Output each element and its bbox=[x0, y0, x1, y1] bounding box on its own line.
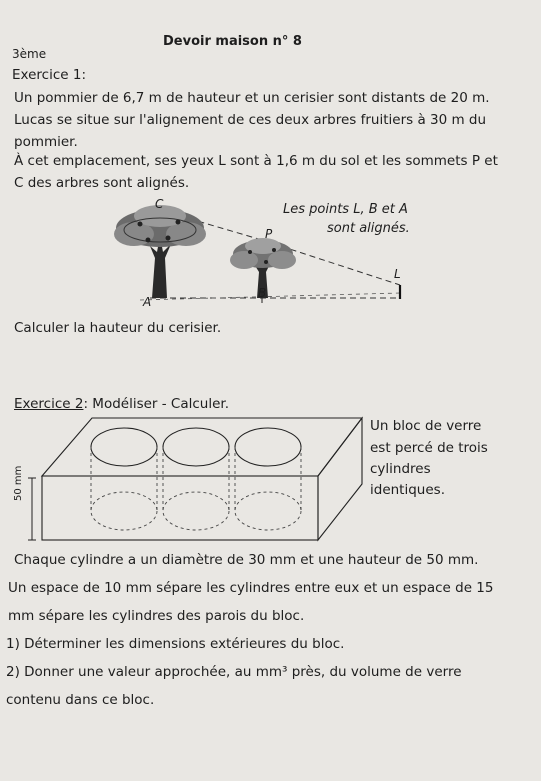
ex1-line: C des arbres sont alignés. bbox=[14, 175, 190, 191]
ex2-line: mm sépare les cylindres des parois du bloc. bbox=[8, 608, 305, 624]
ex1-line: À cet emplacement, ses yeux L sont à 1,6 m du sol et les sommets P et bbox=[14, 153, 498, 169]
ex2-line: Chaque cylindre a un diamètre de 30 mm et une hauteur de 50 mm. bbox=[14, 552, 479, 568]
ex1-line: pommier. bbox=[14, 134, 78, 150]
dimension-50mm-label: 50 mm bbox=[13, 465, 24, 501]
exercise-2-heading-rest: : Modéliser - Calculer. bbox=[83, 396, 230, 412]
ex2-side-text: cylindres bbox=[370, 461, 431, 477]
ex2-question-1: 1) Déterminer les dimensions extérieures du bloc. bbox=[6, 636, 345, 652]
point-a-label: A bbox=[143, 295, 152, 309]
ex1-line: Un pommier de 6,7 m de hauteur et un cerisier sont distants de 20 m. bbox=[14, 90, 490, 106]
point-p-label: P bbox=[265, 227, 273, 241]
exercise-2-heading-label: Exercice 2 bbox=[14, 396, 84, 412]
ex2-question-2: 2) Donner une valeur approchée, au mm³ près, du volume de verre bbox=[6, 664, 462, 680]
ex2-side-text: est percé de trois bbox=[370, 440, 488, 456]
point-l-label: L bbox=[394, 267, 401, 281]
exercise-1-heading: Exercice 1: bbox=[12, 67, 86, 83]
ex2-side-text: Un bloc de verre bbox=[370, 418, 482, 434]
point-b-label: B bbox=[258, 286, 267, 300]
ex2-line: contenu dans ce bloc. bbox=[6, 692, 155, 708]
page-title: Devoir maison n° 8 bbox=[163, 34, 302, 49]
point-c-label: C bbox=[155, 197, 164, 211]
grade-label: 3ème bbox=[12, 47, 47, 61]
ex1-question: Calculer la hauteur du cerisier. bbox=[14, 320, 222, 336]
alignment-note: Les points L, B et A bbox=[283, 202, 408, 217]
ex2-side-text: identiques. bbox=[370, 482, 445, 498]
ex1-line: Lucas se situe sur l'alignement de ces deux arbres fruitiers à 30 m du bbox=[14, 112, 487, 128]
alignment-note: sont alignés. bbox=[327, 221, 410, 236]
ex2-line: Un espace de 10 mm sépare les cylindres entre eux et un espace de 15 bbox=[8, 580, 494, 596]
cylinder-holes bbox=[91, 428, 301, 466]
